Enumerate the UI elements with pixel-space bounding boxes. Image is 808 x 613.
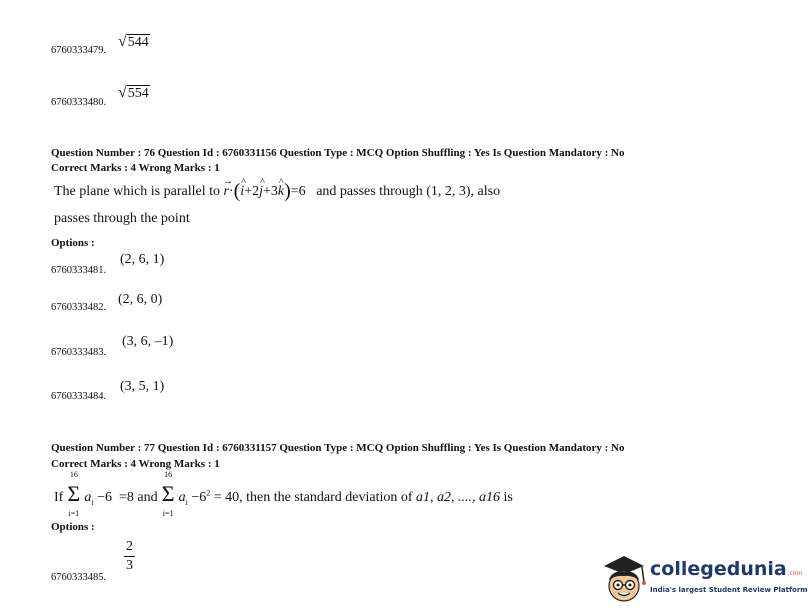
sum-upper: 16 (164, 470, 173, 479)
question-text-part: is (503, 490, 513, 505)
term-sub: i (91, 497, 94, 507)
sum-upper: 16 (69, 470, 78, 479)
question-text (54, 470, 513, 518)
brand-suffix: .com (787, 570, 803, 577)
radicand: 544 (127, 35, 149, 50)
question-text-part: and passes through (1, 2, 3), also (316, 184, 501, 199)
equation-rhs: =6 (290, 184, 306, 199)
sum-lower: i=1 (162, 509, 174, 518)
option-id: 6760333482. (51, 302, 107, 313)
collegedunia-logo (598, 552, 808, 608)
fraction-numerator: 2 (124, 538, 135, 557)
option-id: 6760333485. (51, 572, 107, 583)
options-label: Options : (51, 521, 95, 533)
option-value: (3, 5, 1) (120, 379, 165, 394)
question-text-line2: passes through the point (54, 211, 190, 226)
exponent: 2 (206, 488, 211, 498)
question-text: The plane which is parallel to r →·(i ^+2j ^+3k ^)=6 and passes through (1, 2, 3), also (54, 184, 500, 200)
question-meta-line1: Question Number : 76 Question Id : 6760331156 Question Type : MCQ Option Shuffling : Yes Is Question Mandatory : No (51, 147, 625, 159)
option-value (118, 34, 150, 50)
options-label: Options : (51, 237, 95, 249)
option-id: 6760333479. (51, 45, 107, 56)
term-rest: −6 (97, 490, 112, 505)
question-text-part: If (54, 490, 64, 505)
unit-j: j ^ (259, 184, 263, 200)
term: a (84, 490, 92, 505)
equation-part: +2 (244, 184, 260, 199)
option-id: 6760333481. (51, 265, 107, 276)
option-value (118, 85, 150, 101)
question-text-part: , then the standard deviation of (239, 490, 413, 505)
term: a (178, 490, 186, 505)
brand-name (650, 558, 802, 580)
option-id: 6760333483. (51, 347, 107, 358)
summation-2: 16 Σ i=1 (161, 470, 175, 518)
sqrt-symbol: √ (118, 33, 127, 50)
vector-r: r → (224, 184, 229, 200)
sum-lower: i=1 (68, 509, 80, 518)
unit-i: i ^ (240, 184, 244, 200)
question-text-part: and (137, 490, 158, 505)
radicand: 554 (127, 86, 149, 101)
fraction-denominator: 3 (126, 558, 133, 573)
option-value-fraction (124, 538, 135, 575)
equation-part: = 40 (213, 490, 240, 505)
term-sub: i (185, 497, 188, 507)
question-text-part: The plane which is parallel to (54, 184, 220, 199)
term-rest: −6 (191, 490, 207, 505)
brand-tagline: India's largest Student Review Platform (650, 586, 808, 594)
equation-part: +3 (262, 184, 278, 199)
unit-k: k ^ (278, 184, 284, 200)
option-value: (3, 6, –1) (122, 334, 174, 349)
question-meta-line2: Correct Marks : 4 Wrong Marks : 1 (51, 162, 220, 174)
mascot-icon (598, 552, 648, 608)
question-meta-line1: Question Number : 77 Question Id : 6760331157 Question Type : MCQ Option Shuffling : Yes Is Question Mandatory : No (51, 442, 625, 454)
question-meta-line2: Correct Marks : 4 Wrong Marks : 1 (51, 458, 220, 470)
option-id: 6760333484. (51, 391, 107, 402)
equation-part: =8 (118, 490, 134, 505)
option-value: (2, 6, 1) (120, 252, 165, 267)
brand-text: collegedunia (650, 558, 787, 580)
summation-1: 16 Σ i=1 (67, 470, 81, 518)
option-value: (2, 6, 0) (118, 292, 163, 307)
sqrt-symbol: √ (118, 84, 127, 101)
option-id: 6760333480. (51, 97, 107, 108)
sequence: a1, a2, ...., a16 (416, 490, 501, 505)
